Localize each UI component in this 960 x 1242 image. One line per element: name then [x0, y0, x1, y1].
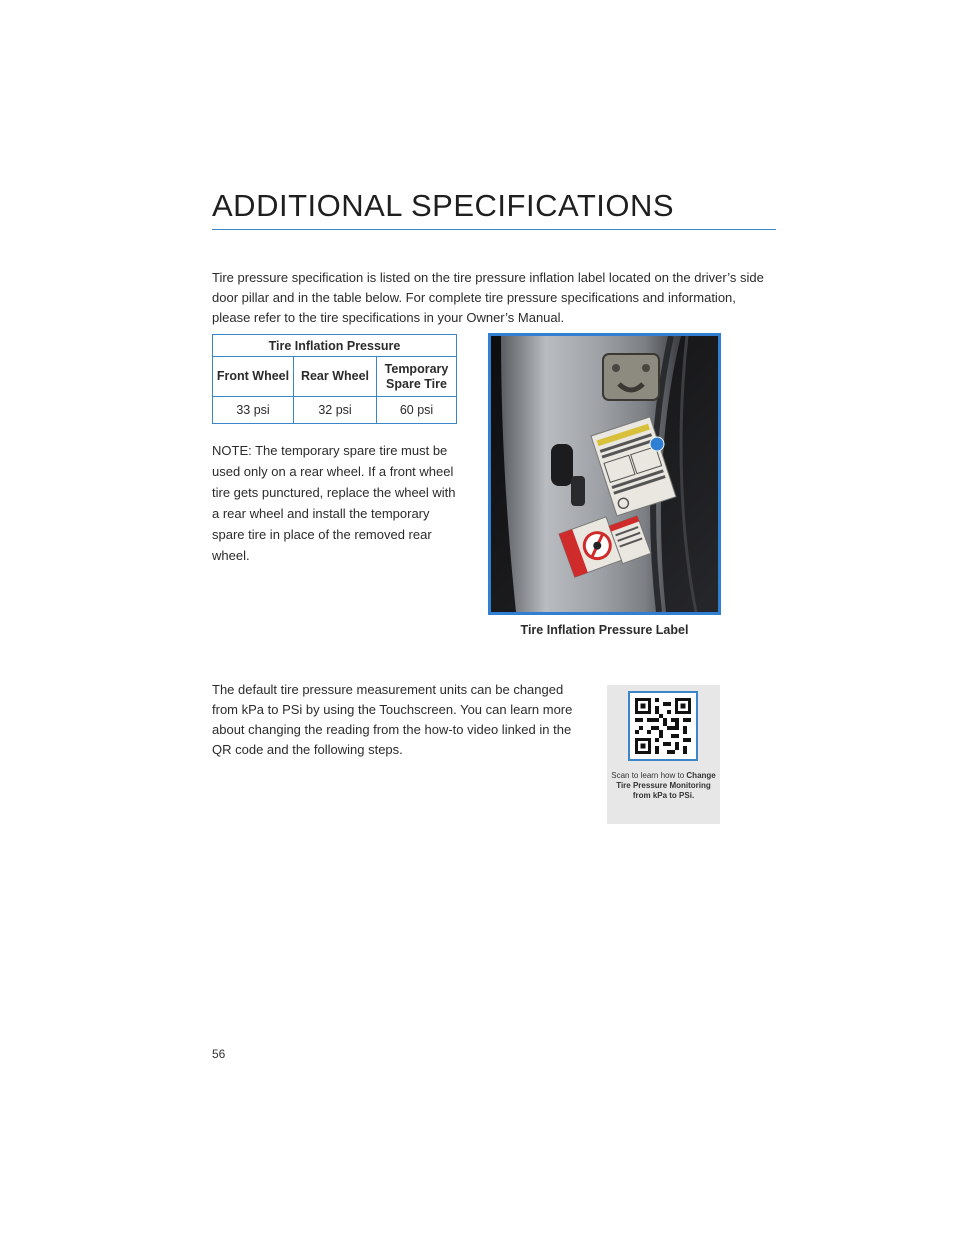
qr-caption-bold: Change Tire Pressure Monitoring from kPa to PSi.	[616, 771, 716, 800]
qr-code-frame[interactable]	[628, 691, 698, 761]
table-title: Tire Inflation Pressure	[213, 335, 457, 357]
section-title: ADDITIONAL SPECIFICATIONS	[212, 188, 675, 223]
spare-tire-pressure: 60 psi	[377, 397, 457, 424]
tire-pressure-table	[212, 334, 457, 424]
units-paragraph: The default tire pressure measurement units can be changed from kPa to PSi by using the Touchscreen. You can learn more about changing the reading from the how-to video linked in the QR code and the following steps.	[212, 682, 573, 757]
column-header-rear-wheel: Rear Wheel	[294, 357, 377, 397]
title-rule	[212, 229, 776, 230]
rear-wheel-pressure: 32 psi	[294, 397, 377, 424]
photo-caption: Tire Inflation Pressure Label	[520, 623, 689, 637]
qr-caption-plain: Scan to learn how to	[611, 771, 685, 780]
column-header-front-wheel: Front Wheel	[213, 357, 294, 397]
front-wheel-pressure: 33 psi	[213, 397, 294, 424]
intro-paragraph: Tire pressure specification is listed on the tire pressure inflation label located on the driver’s side door pillar and in the table below. For complete tire pressure specifications and information, please refer to the tire specifications in your Owner’s Manual.	[212, 270, 764, 325]
qr-caption	[607, 771, 720, 801]
door-pillar-image	[491, 336, 718, 612]
tire-label-photo	[488, 333, 721, 615]
table-row	[213, 397, 457, 424]
qr-code-icon	[635, 698, 691, 754]
page-number: 56	[212, 1047, 226, 1061]
column-header-spare-tire: Temporary Spare Tire	[377, 357, 457, 397]
qr-panel	[607, 685, 720, 824]
note-paragraph: NOTE: The temporary spare tire must be used only on a rear wheel. If a front wheel tire gets punctured, replace the wheel with a rear wheel and install the temporary spare tire in place of the removed rear wheel.	[212, 443, 456, 563]
